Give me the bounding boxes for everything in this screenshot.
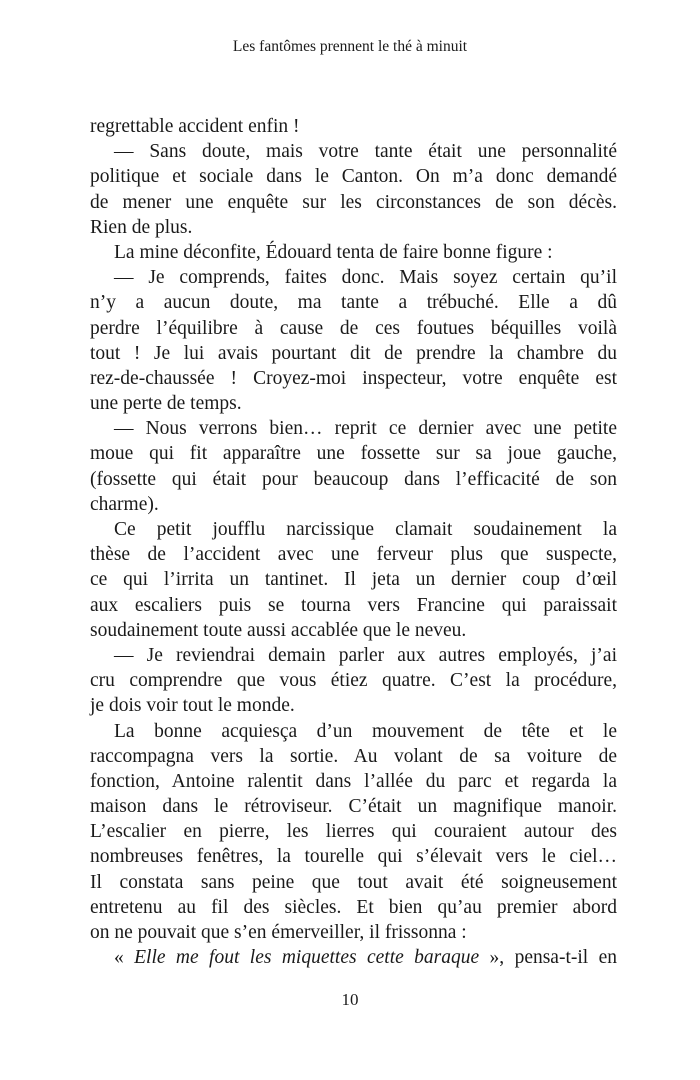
body-text	[90, 114, 617, 970]
text-line: — Sans doute, mais votre tante était une personnalité	[114, 141, 617, 163]
text-line: La bonne acquiesça d’un mouvement de tête et le	[114, 720, 617, 742]
text-line: n’y a aucun doute, ma tante a trébuché. Elle a dû	[90, 292, 617, 314]
text-line: ce qui l’irrita un tantinet. Il jeta un dernier coup d’œil	[90, 569, 617, 591]
text-line: thèse de l’accident avec une ferveur plus que suspecte,	[90, 544, 617, 566]
text-line: cru comprendre que vous étiez quatre. C’est la procédure,	[90, 670, 617, 692]
text-line: raccompagna vers la sortie. Au volant de sa voiture de	[90, 745, 617, 767]
text-line: Ce petit joufflu narcissique clamait soudainement la	[114, 519, 617, 540]
text-line: — Je reviendrai demain parler aux autres employés, j’ai	[114, 644, 617, 666]
text-line: Rien de plus.	[90, 216, 193, 238]
text-line: nombreuses fenêtres, la tourelle qui s’élevait vers le ciel…	[90, 846, 617, 868]
text-line: moue qui fit apparaître une fossette sur sa joue gauche,	[90, 443, 617, 465]
text-line: on ne pouvait que s’en émerveiller, il frissonna :	[90, 922, 467, 943]
text-line: (fossette qui était pour beaucoup dans l’efficacité de son	[90, 468, 617, 490]
text-line: je dois voir tout le monde.	[90, 695, 295, 717]
text-line: L’escalier en pierre, les lierres qui couraient autour des	[90, 821, 617, 843]
text-line: regrettable accident enfin !	[90, 116, 300, 137]
running-header: Les fantômes prennent le thé à minuit	[232, 38, 468, 55]
quote-open: «	[114, 947, 135, 969]
quote-close: », pensa-t-il en	[479, 947, 617, 969]
italic-quote: Elle me fout les miquettes cette baraque	[134, 947, 480, 969]
page-number: 10	[341, 990, 359, 1009]
text-line: — Nous verrons bien… reprit ce dernier avec une petite	[114, 418, 617, 440]
text-line: Il constata sans peine que tout avait été soigneusement	[90, 871, 617, 893]
text-line: — Je comprends, faites donc. Mais soyez certain qu’il	[114, 267, 617, 289]
text-line: politique et sociale dans le Canton. On m’a donc demandé	[90, 166, 617, 188]
text-line: maison dans le rétroviseur. C’était un magnifique manoir.	[90, 796, 617, 818]
text-line: fonction, Antoine ralentit dans l’allée du parc et regarda la	[90, 770, 617, 792]
final-line	[90, 945, 617, 970]
text-line: soudainement toute aussi accablée que le neveu.	[90, 619, 467, 641]
text-line: La mine déconfite, Édouard tenta de faire bonne figure :	[114, 241, 553, 263]
text-line: perdre l’équilibre à cause de ces foutues béquilles voilà	[90, 317, 617, 339]
text-line: aux escaliers puis se tourna vers Francine qui paraissait	[90, 594, 617, 616]
text-line: rez-de-chaussée ! Croyez-moi inspecteur, votre enquête est	[90, 367, 617, 389]
text-line: charme).	[90, 493, 159, 515]
text-line: de mener une enquête sur les circonstances de son décès.	[90, 191, 617, 213]
text-line: entretenu au fil des siècles. Et bien qu’au premier abord	[90, 896, 617, 918]
text-line: une perte de temps.	[90, 393, 242, 415]
text-line: tout ! Je lui avais pourtant dit de prendre la chambre du	[90, 342, 617, 364]
